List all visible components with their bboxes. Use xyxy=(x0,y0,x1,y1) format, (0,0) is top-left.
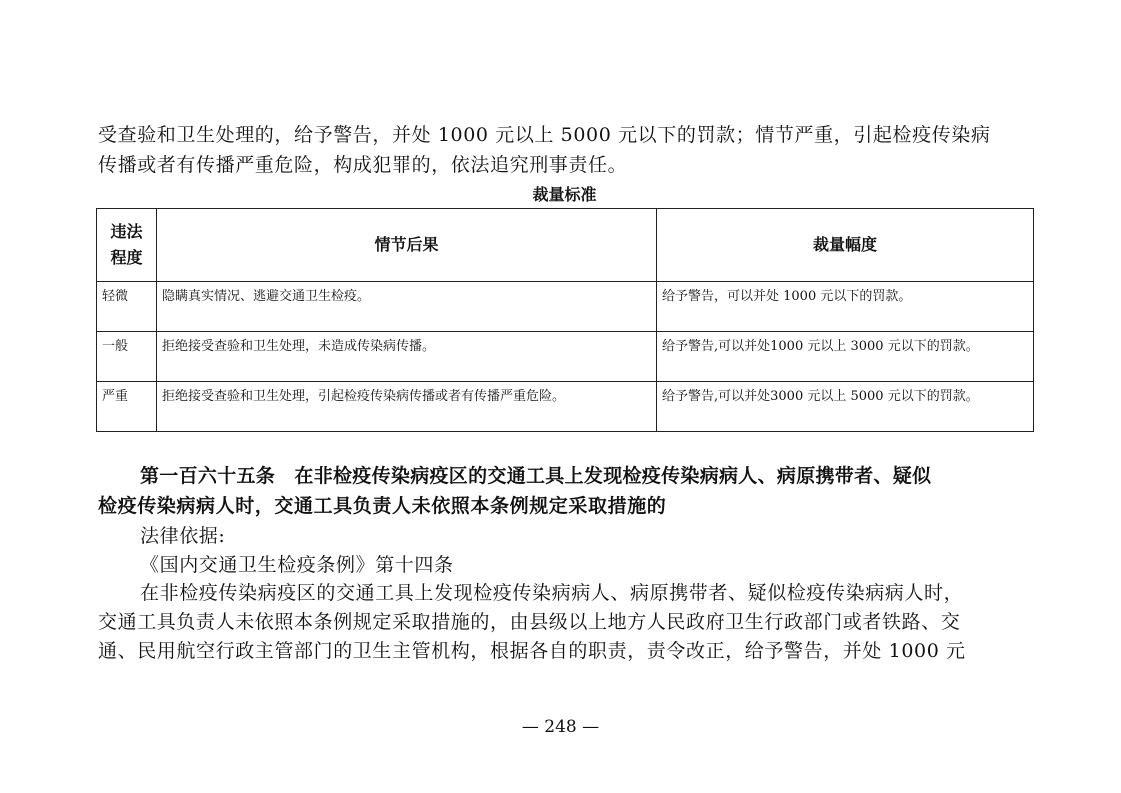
legal-basis-label: 法律依据: xyxy=(140,525,226,547)
level-cell: 严重 xyxy=(97,382,157,432)
penalty-cell: 给予警告，可以并处 1000 元以下的罚款。 xyxy=(657,282,1034,332)
table-caption: 裁量标准 xyxy=(532,185,597,204)
table-header-row xyxy=(97,209,1034,282)
article-body-line: 在非检疫传染病疫区的交通工具上发现检疫传染病病人、病原携带者、疑似检疫传染病病人时， xyxy=(140,582,964,604)
header-circumstance: 情节后果 xyxy=(157,209,657,282)
circumstance-cell: 拒绝接受查验和卫生处理，引起检疫传染病传播或者有传播严重危险。 xyxy=(157,382,657,432)
legal-source: 《国内交通卫生检疫条例》第十四条 xyxy=(140,554,454,576)
article-body-line: 交通工具负责人未依照本条例规定采取措施的，由县级以上地方人民政府卫生行政部门或者铁路、交 xyxy=(98,611,961,633)
page-number: — 248 — xyxy=(521,717,600,737)
level-cell: 轻微 xyxy=(97,282,157,332)
circumstance-cell: 隐瞒真实情况、逃避交通卫生检疫。 xyxy=(157,282,657,332)
circumstance-cell: 拒绝接受查验和卫生处理，未造成传染病传播。 xyxy=(157,332,657,382)
article-body-line: 通、民用航空行政主管部门的卫生主管机构，根据各自的职责，责令改正，给予警告，并处 1000 元 xyxy=(98,640,966,662)
intro-line: 受查验和卫生处理的，给予警告，并处 1000 元以上 5000 元以下的罚款；情节严重，引起检疫传染病 xyxy=(98,124,991,146)
header-level: 违法 程度 xyxy=(97,209,157,282)
table-row xyxy=(97,282,1034,332)
penalty-cell: 给予警告,可以并处3000 元以上 5000 元以下的罚款。 xyxy=(657,382,1034,432)
table-row xyxy=(97,382,1034,432)
article-heading: 第一百六十五条 在非检疫传染病疫区的交通工具上发现检疫传染病病人、病原携带者、疑似 xyxy=(140,465,932,487)
article-heading: 检疫传染病病人时，交通工具负责人未依照本条例规定采取措施的 xyxy=(98,495,667,517)
level-cell: 一般 xyxy=(97,332,157,382)
table-row xyxy=(97,332,1034,382)
intro-line: 传播或者有传播严重危险，构成犯罪的，依法追究刑事责任。 xyxy=(98,154,628,176)
sanction-standard-table xyxy=(96,208,1034,432)
header-penalty: 裁量幅度 xyxy=(657,209,1034,282)
penalty-cell: 给予警告,可以并处1000 元以上 3000 元以下的罚款。 xyxy=(657,332,1034,382)
